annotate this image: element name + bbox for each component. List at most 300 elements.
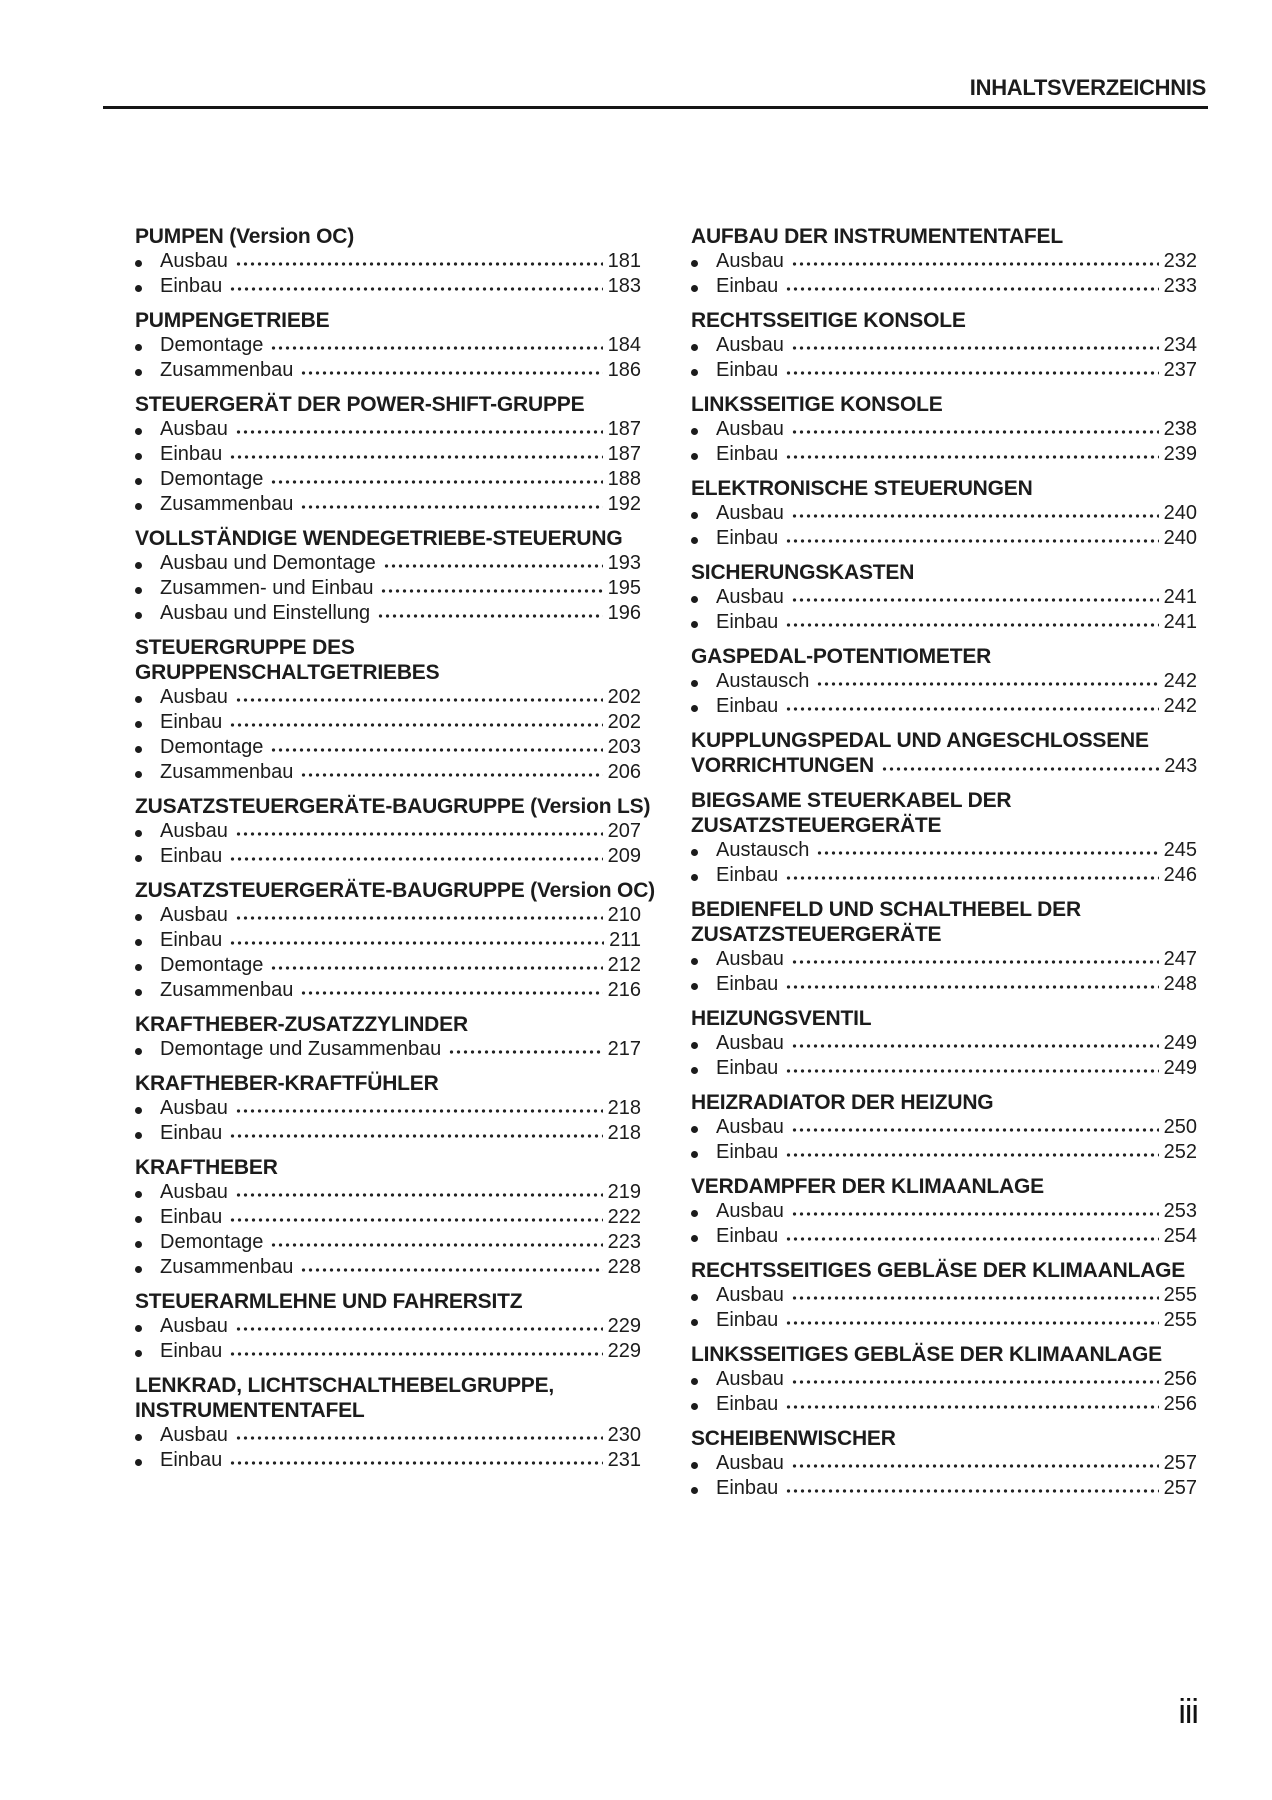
bullet-icon xyxy=(135,827,160,837)
dot-leader-icon xyxy=(235,689,603,703)
section-heading-line xyxy=(691,392,1197,417)
toc-entry-label: Einbau xyxy=(716,1057,779,1079)
toc-entry xyxy=(691,838,1197,863)
toc-section xyxy=(691,1258,1197,1333)
toc-section xyxy=(691,1174,1197,1249)
bullet-icon xyxy=(691,677,716,687)
toc-entry-page: 242 xyxy=(1163,670,1197,692)
section-heading xyxy=(691,308,1197,333)
toc-entry-label: Ausbau xyxy=(716,334,784,356)
toc-entry xyxy=(691,585,1197,610)
section-heading-text: HEIZUNGSVENTIL xyxy=(691,1007,872,1030)
section-heading-line xyxy=(691,560,1197,585)
toc-entry-label: Ausbau xyxy=(160,686,228,708)
toc-entry xyxy=(135,1230,641,1255)
toc-entry-label: Ausbau xyxy=(160,904,228,926)
dot-leader-icon xyxy=(229,1452,602,1466)
bullet-icon xyxy=(135,1188,160,1198)
section-heading-text: ELEKTRONISCHE STEUERUNGEN xyxy=(691,477,1033,500)
page-title: INHALTSVERZEICHNIS xyxy=(969,75,1206,100)
dot-leader-icon xyxy=(300,1259,602,1273)
toc-column-left xyxy=(135,224,655,1473)
section-heading-line xyxy=(135,660,641,685)
toc-entry-label: Ausbau xyxy=(160,1181,228,1203)
section-heading-text: KUPPLUNGSPEDAL UND ANGESCHLOSSENE xyxy=(691,729,1149,752)
toc-entry xyxy=(135,819,641,844)
bullet-icon xyxy=(691,702,716,712)
toc-section xyxy=(135,1155,641,1280)
toc-entry xyxy=(135,978,641,1003)
bullet-icon xyxy=(135,584,160,594)
toc-entry-page: 239 xyxy=(1163,443,1197,465)
toc-entry-page: 255 xyxy=(1163,1284,1197,1306)
toc-entry-label: Einbau xyxy=(160,845,223,867)
bullet-icon xyxy=(691,980,716,990)
bullet-icon xyxy=(135,1322,160,1332)
toc-entry-label: Demontage xyxy=(160,954,264,976)
section-heading-line xyxy=(691,476,1197,501)
section-items xyxy=(691,417,1197,467)
dot-leader-icon xyxy=(791,1119,1159,1133)
toc-entry-label: Einbau xyxy=(160,1206,223,1228)
toc-entry-page: 233 xyxy=(1163,275,1197,297)
toc-entry-label: Einbau xyxy=(716,527,779,549)
bullet-icon xyxy=(135,425,160,435)
bullet-icon xyxy=(691,1316,716,1326)
toc-entry xyxy=(691,1224,1197,1249)
section-heading-text: ZUSATZSTEUERGERÄTE-BAUGRUPPE (Version OC) xyxy=(135,879,655,902)
bullet-icon xyxy=(691,1484,716,1494)
dot-leader-icon xyxy=(229,278,602,292)
toc-section xyxy=(691,308,1197,383)
section-heading-text: STEUERARMLEHNE UND FAHRERSITZ xyxy=(135,1290,523,1313)
toc-entry-label: Ausbau xyxy=(716,1032,784,1054)
dot-leader-icon xyxy=(300,764,602,778)
toc-entry-page: 232 xyxy=(1163,250,1197,272)
toc-entry-label: Ausbau xyxy=(160,1097,228,1119)
bullet-icon xyxy=(691,955,716,965)
toc-entry xyxy=(691,669,1197,694)
toc-columns xyxy=(135,224,1197,1501)
toc-entry xyxy=(135,735,641,760)
section-items xyxy=(135,1037,641,1062)
bullet-icon xyxy=(691,450,716,460)
toc-entry-page: 195 xyxy=(607,577,641,599)
section-items xyxy=(135,1314,641,1364)
section-heading xyxy=(135,526,641,551)
toc-entry-page: 187 xyxy=(607,418,641,440)
toc-entry-page: 217 xyxy=(607,1038,641,1060)
toc-entry-label: Einbau xyxy=(716,1309,779,1331)
toc-entry xyxy=(135,492,641,517)
section-heading-line xyxy=(691,728,1197,753)
dot-leader-icon xyxy=(791,421,1159,435)
bullet-icon xyxy=(691,1375,716,1385)
toc-section xyxy=(135,392,641,517)
section-heading-text: KRAFTHEBER xyxy=(135,1156,278,1179)
dot-leader-icon xyxy=(300,982,602,996)
toc-entry xyxy=(135,417,641,442)
toc-section xyxy=(691,728,1197,779)
toc-entry xyxy=(135,1339,641,1364)
toc-entry xyxy=(135,1255,641,1280)
dot-leader-icon xyxy=(785,976,1158,990)
section-heading-line xyxy=(691,1006,1197,1031)
toc-entry-label: Demontage xyxy=(160,468,264,490)
dot-leader-icon xyxy=(785,446,1158,460)
section-heading-line xyxy=(135,392,641,417)
toc-entry-page: 240 xyxy=(1163,502,1197,524)
section-heading-text: LENKRAD, LICHTSCHALTHEBELGRUPPE, xyxy=(135,1374,555,1397)
toc-entry xyxy=(691,1392,1197,1417)
dot-leader-icon xyxy=(448,1041,602,1055)
section-items xyxy=(691,838,1197,888)
toc-entry-label: Ausbau xyxy=(716,1368,784,1390)
dot-leader-icon xyxy=(785,1228,1158,1242)
dot-leader-icon xyxy=(881,758,1159,772)
section-heading-text: ZUSATZSTEUERGERÄTE xyxy=(691,814,942,837)
toc-entry-label: Zusammenbau xyxy=(160,979,294,1001)
toc-entry-page: 211 xyxy=(609,929,641,951)
section-heading-line xyxy=(691,308,1197,333)
toc-entry-page: 237 xyxy=(1163,359,1197,381)
toc-entry xyxy=(135,601,641,626)
section-heading-line xyxy=(135,1155,641,1180)
dot-leader-icon xyxy=(229,446,602,460)
toc-entry-page: 202 xyxy=(607,686,641,708)
dot-leader-icon xyxy=(785,1312,1158,1326)
bullet-icon xyxy=(691,618,716,628)
toc-entry xyxy=(691,1283,1197,1308)
dot-leader-icon xyxy=(785,530,1158,544)
toc-entry-page: 186 xyxy=(607,359,641,381)
bullet-icon xyxy=(691,1291,716,1301)
section-heading-line xyxy=(135,1373,641,1398)
section-heading-text: AUFBAU DER INSTRUMENTENTAFEL xyxy=(691,225,1063,248)
toc-entry-page: 234 xyxy=(1163,334,1197,356)
bullet-icon xyxy=(691,425,716,435)
toc-entry xyxy=(691,972,1197,997)
section-heading-line xyxy=(135,308,641,333)
toc-entry xyxy=(135,274,641,299)
section-heading-line xyxy=(135,1071,641,1096)
toc-entry-page: 247 xyxy=(1163,948,1197,970)
toc-entry-page: 246 xyxy=(1163,864,1197,886)
toc-entry-label: Demontage xyxy=(160,1231,264,1253)
toc-entry xyxy=(691,442,1197,467)
toc-entry xyxy=(135,576,641,601)
section-items xyxy=(135,819,641,869)
toc-entry-label: Einbau xyxy=(716,1477,779,1499)
toc-entry-page: 242 xyxy=(1163,695,1197,717)
section-heading xyxy=(691,1426,1197,1451)
section-heading-line xyxy=(135,224,641,249)
section-heading-line xyxy=(691,1090,1197,1115)
toc-entry-label: Austausch xyxy=(716,670,810,692)
section-items xyxy=(691,585,1197,635)
dot-leader-icon xyxy=(785,1480,1158,1494)
toc-entry-page: 203 xyxy=(607,736,641,758)
toc-entry xyxy=(691,1199,1197,1224)
bullet-icon xyxy=(691,366,716,376)
toc-entry-page: 183 xyxy=(607,275,641,297)
dot-leader-icon xyxy=(235,1100,603,1114)
toc-entry-label: Ausbau und Demontage xyxy=(160,552,376,574)
toc-entry xyxy=(135,1096,641,1121)
toc-entry-label: Ausbau xyxy=(716,948,784,970)
toc-entry xyxy=(691,610,1197,635)
section-items xyxy=(135,417,641,517)
toc-entry-label: Zusammenbau xyxy=(160,359,294,381)
dot-leader-icon xyxy=(816,842,1158,856)
toc-section xyxy=(135,1373,641,1473)
section-heading xyxy=(691,476,1197,501)
toc-entry-page: 229 xyxy=(607,1315,641,1337)
dot-leader-icon xyxy=(300,362,602,376)
dot-leader-icon xyxy=(791,1203,1159,1217)
section-heading xyxy=(691,897,1197,947)
dot-leader-icon xyxy=(229,1209,602,1223)
toc-section xyxy=(691,644,1197,719)
bullet-icon xyxy=(135,475,160,485)
toc-entry-label: Einbau xyxy=(160,1449,223,1471)
toc-section xyxy=(135,1071,641,1146)
dot-leader-icon xyxy=(383,555,603,569)
section-items xyxy=(691,669,1197,719)
toc-entry xyxy=(135,844,641,869)
toc-entry xyxy=(691,501,1197,526)
bullet-icon xyxy=(135,282,160,292)
toc-section xyxy=(691,897,1197,997)
dot-leader-icon xyxy=(816,673,1158,687)
section-heading-text: SICHERUNGSKASTEN xyxy=(691,561,915,584)
section-heading-text: VERDAMPFER DER KLIMAANLAGE xyxy=(691,1175,1044,1198)
dot-leader-icon xyxy=(270,1234,602,1248)
bullet-icon xyxy=(135,768,160,778)
toc-entry-label: Ausbau xyxy=(716,502,784,524)
toc-entry xyxy=(135,1180,641,1205)
section-heading xyxy=(691,788,1197,838)
section-heading-line xyxy=(691,753,1197,779)
toc-entry-page: 188 xyxy=(607,468,641,490)
section-heading-line xyxy=(691,644,1197,669)
section-items xyxy=(691,1115,1197,1165)
bullet-icon xyxy=(135,366,160,376)
toc-entry-label: Einbau xyxy=(160,443,223,465)
toc-entry-page: 254 xyxy=(1163,1225,1197,1247)
toc-section xyxy=(135,1289,641,1364)
toc-section xyxy=(691,1006,1197,1081)
section-heading xyxy=(135,878,655,903)
toc-entry-page: 216 xyxy=(607,979,641,1001)
toc-entry-label: Ausbau xyxy=(160,1424,228,1446)
bullet-icon xyxy=(691,1123,716,1133)
section-heading-text: HEIZRADIATOR DER HEIZUNG xyxy=(691,1091,994,1114)
toc-entry xyxy=(135,1314,641,1339)
toc-entry xyxy=(691,274,1197,299)
bullet-icon xyxy=(691,593,716,603)
bullet-icon xyxy=(135,609,160,619)
toc-entry-label: Zusammenbau xyxy=(160,1256,294,1278)
section-heading-line xyxy=(135,526,641,551)
section-heading-line xyxy=(135,1289,641,1314)
section-heading-line xyxy=(691,1342,1197,1367)
section-items xyxy=(691,333,1197,383)
section-heading xyxy=(135,1155,641,1180)
toc-entry-label: Einbau xyxy=(160,275,223,297)
bullet-icon xyxy=(691,1207,716,1217)
dot-leader-icon xyxy=(791,589,1159,603)
toc-entry-label: Einbau xyxy=(716,973,779,995)
toc-entry-page: 240 xyxy=(1163,527,1197,549)
section-heading-text: VORRICHTUNGEN xyxy=(691,754,874,777)
toc-entry xyxy=(135,685,641,710)
toc-entry-page: 184 xyxy=(607,334,641,356)
toc-entry-page: 228 xyxy=(607,1256,641,1278)
bullet-icon xyxy=(135,986,160,996)
toc-entry-page: 218 xyxy=(607,1122,641,1144)
toc-entry-label: Einbau xyxy=(160,929,223,951)
bullet-icon xyxy=(135,1213,160,1223)
bullet-icon xyxy=(691,1400,716,1410)
bullet-icon xyxy=(135,1431,160,1441)
dot-leader-icon xyxy=(791,1371,1159,1385)
dot-leader-icon xyxy=(235,1427,603,1441)
section-items xyxy=(135,685,641,785)
section-heading xyxy=(691,1090,1197,1115)
section-heading-text: STEUERGRUPPE DES xyxy=(135,636,355,659)
toc-entry-label: Zusammenbau xyxy=(160,761,294,783)
toc-entry-label: Demontage xyxy=(160,334,264,356)
section-heading-text: LINKSSEITIGES GEBLÄSE DER KLIMAANLAGE xyxy=(691,1343,1162,1366)
section-heading xyxy=(691,644,1197,669)
dot-leader-icon xyxy=(791,1455,1159,1469)
toc-entry-label: Einbau xyxy=(716,611,779,633)
toc-entry-label: Einbau xyxy=(160,711,223,733)
toc-entry xyxy=(135,903,641,928)
section-items xyxy=(691,501,1197,551)
section-heading xyxy=(135,1289,641,1314)
dot-leader-icon xyxy=(785,1060,1158,1074)
toc-entry-label: Ausbau xyxy=(716,418,784,440)
toc-entry xyxy=(135,710,641,735)
toc-entry-label: Ausbau xyxy=(716,586,784,608)
toc-entry xyxy=(135,1423,641,1448)
toc-entry xyxy=(135,1037,641,1062)
dot-leader-icon xyxy=(380,580,602,594)
dot-leader-icon xyxy=(235,1184,603,1198)
toc-entry xyxy=(691,947,1197,972)
section-heading-line xyxy=(691,813,1197,838)
toc-entry-page: 192 xyxy=(607,493,641,515)
bullet-icon xyxy=(135,911,160,921)
section-items xyxy=(135,1423,641,1473)
dot-leader-icon xyxy=(785,278,1158,292)
bullet-icon xyxy=(691,1232,716,1242)
dot-leader-icon xyxy=(785,698,1158,712)
toc-entry-label: Einbau xyxy=(716,1225,779,1247)
section-heading xyxy=(691,1342,1197,1367)
bullet-icon xyxy=(135,1347,160,1357)
toc-entry-page: 212 xyxy=(607,954,641,976)
toc-entry-label: Ausbau xyxy=(716,250,784,272)
toc-entry-page: 223 xyxy=(607,1231,641,1253)
toc-entry xyxy=(135,760,641,785)
section-items xyxy=(135,1180,641,1280)
bullet-icon xyxy=(135,450,160,460)
toc-section xyxy=(135,635,641,785)
toc-entry-page: 187 xyxy=(607,443,641,465)
toc-section xyxy=(691,1426,1197,1501)
dot-leader-icon xyxy=(229,1125,602,1139)
dot-leader-icon xyxy=(229,714,602,728)
dot-leader-icon xyxy=(785,362,1158,376)
section-heading-text: RECHTSSEITIGE KONSOLE xyxy=(691,309,966,332)
section-heading-line xyxy=(691,224,1197,249)
bullet-icon xyxy=(691,1148,716,1158)
dot-leader-icon xyxy=(300,496,602,510)
bullet-icon xyxy=(135,743,160,753)
section-heading-line xyxy=(691,1258,1197,1283)
toc-section xyxy=(691,560,1197,635)
toc-entry xyxy=(135,551,641,576)
toc-entry xyxy=(691,526,1197,551)
dot-leader-icon xyxy=(270,957,602,971)
toc-entry xyxy=(135,442,641,467)
dot-leader-icon xyxy=(791,951,1159,965)
section-heading-line xyxy=(691,897,1197,922)
dot-leader-icon xyxy=(270,337,602,351)
toc-entry-label: Zusammenbau xyxy=(160,493,294,515)
toc-entry-page: 256 xyxy=(1163,1393,1197,1415)
toc-entry xyxy=(691,249,1197,274)
toc-entry-label: Demontage xyxy=(160,736,264,758)
toc-entry-page: 219 xyxy=(607,1181,641,1203)
toc-entry-label: Ausbau und Einstellung xyxy=(160,602,371,624)
section-items xyxy=(691,1283,1197,1333)
toc-entry-page: 209 xyxy=(607,845,641,867)
bullet-icon xyxy=(135,341,160,351)
section-heading-text: PUMPEN (Version OC) xyxy=(135,225,355,248)
toc-section xyxy=(135,526,641,626)
section-heading xyxy=(691,392,1197,417)
toc-entry-page: 249 xyxy=(1163,1032,1197,1054)
toc-entry-label: Ausbau xyxy=(160,820,228,842)
page-number: iii xyxy=(1178,1693,1198,1731)
bullet-icon xyxy=(135,1238,160,1248)
bullet-icon xyxy=(691,534,716,544)
toc-entry-label: Demontage und Zusammenbau xyxy=(160,1038,442,1060)
dot-leader-icon xyxy=(377,605,602,619)
toc-entry-page: 256 xyxy=(1163,1368,1197,1390)
bullet-icon xyxy=(135,693,160,703)
section-heading-line xyxy=(691,1174,1197,1199)
header-rule xyxy=(103,106,1208,109)
toc-entry-label: Einbau xyxy=(160,1340,223,1362)
toc-entry xyxy=(691,1056,1197,1081)
toc-entry xyxy=(135,333,641,358)
section-items xyxy=(135,333,641,383)
bullet-icon xyxy=(135,257,160,267)
toc-entry xyxy=(691,1115,1197,1140)
section-heading xyxy=(135,1373,641,1423)
toc-entry-page: 253 xyxy=(1163,1200,1197,1222)
section-items xyxy=(135,1096,641,1146)
section-heading xyxy=(691,224,1197,249)
toc-entry xyxy=(691,694,1197,719)
toc-entry-page: 241 xyxy=(1163,611,1197,633)
section-heading xyxy=(691,1258,1197,1283)
